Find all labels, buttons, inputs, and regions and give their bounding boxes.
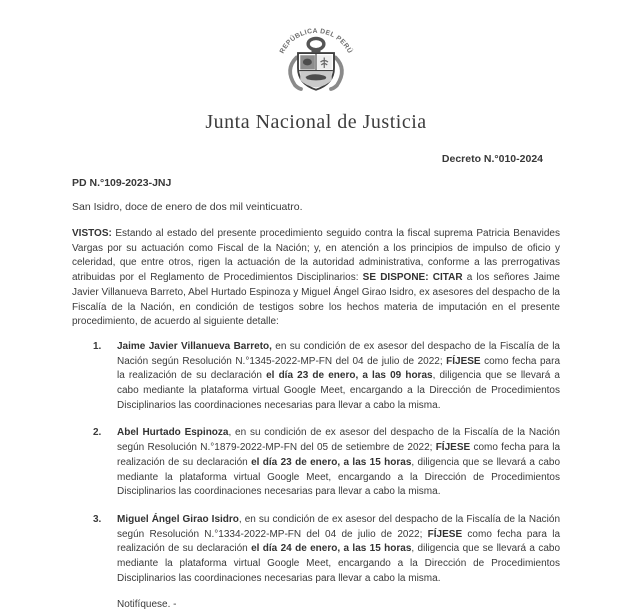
list-item-text (117, 513, 560, 587)
witness-list (72, 340, 560, 587)
witness-condition: , en su condición de ex asesor del despacho de la Fiscalía de la Nación según Resolución N.°1334-2022-MP-FN del 04 de julio de 2022; (117, 513, 561, 540)
decree-number: Decreto N.°010-2024 (441, 153, 543, 165)
seal-crown-base (312, 49, 321, 52)
fijese-label: FÍJESE (446, 355, 481, 367)
seal-vicuna (303, 59, 312, 66)
declaration-middle: como fecha para la realización de su declaración (117, 442, 561, 468)
list-item (72, 513, 560, 587)
case-number: PD N.°109-2023-JNJ (72, 177, 172, 189)
declaration-schedule: el día 24 de enero, a las 15 horas (251, 543, 412, 555)
declaration-schedule: el día 23 de enero, a las 15 horas (251, 456, 412, 468)
witness-name: Miguel Ángel Girao Isidro (117, 513, 239, 525)
list-item-number: 1. (93, 340, 102, 352)
fijese-label: FÍJESE (427, 528, 463, 540)
list-item (72, 426, 560, 500)
list-item-text (117, 426, 560, 500)
list-item-number: 2. (93, 427, 102, 439)
institution-title: Junta Nacional de Justicia (205, 111, 427, 133)
seal-motto: REPÚBLICA DEL PERÚ (278, 27, 354, 55)
declaration-middle: como fecha para la realización de su declaración (117, 355, 561, 382)
list-item (72, 340, 560, 414)
declaration-tail: , diligencia que se llevará a cabo mediante la plataforma virtual Google Meet, encargando a la Dirección de Procedimientos Disciplinarios las coordinaciones necesarias para llevar a cabo la misma. (117, 370, 560, 411)
peru-coat-of-arms-icon (268, 14, 364, 98)
fijese-label: FÍJESE (435, 442, 471, 454)
dateline: San Isidro, doce de enero de dos mil veinticuatro. (72, 201, 303, 213)
vistos-text-2: a los señores Jaime Javier Villanueva Barreto, Abel Hurtado Espinoza y Miguel Ángel Girao Isidro, ex asesores del despacho de la Fiscalía de la Nación, en condición de testigos sobre los hechos materia de imputación en el presente procedimiento, de acuerdo al siguiente detalle: (72, 272, 560, 328)
closing-notifiquese: Notifíquese. - (117, 599, 177, 611)
witness-name: Jaime Javier Villanueva Barreto, (117, 340, 272, 352)
vistos-text-1: Estando al estado del presente procedimiento seguido contra la fiscal suprema Patricia Benavides Vargas por su actuación como Fiscal de la Nación; y, en atención a los principios de impulso de oficio y celeridad, que entre otros, rigen la actuación de la autoridad administrativa, conforme a las prerrogativas atribuidas por el Reglamento de Procedimientos Disciplinarios: (72, 228, 560, 284)
seal-crown (308, 38, 324, 49)
vistos-label: VISTOS: (72, 228, 112, 239)
list-item-text (117, 340, 560, 414)
witness-condition: , en su condición de ex asesor del despacho de la Fiscalía de la Nación según Resolución N.°1879-2022-MP-FN del 05 de setiembre de 2022; (117, 427, 560, 454)
declaration-tail: , diligencia que se llevará a cabo mediante la plataforma virtual Google Meet, encargando a la Dirección de Procedimientos Disciplinarios las coordinaciones necesarias para llevar a cabo la misma. (117, 456, 561, 498)
witness-condition: en su condición de ex asesor del despacho de la Fiscalía de la Nación según Resolución N.°1345-2022-MP-FN del 04 de julio de 2022; (117, 340, 560, 367)
list-item-number: 3. (93, 513, 102, 525)
declaration-schedule: el día 23 de enero, a las 09 horas (266, 370, 433, 382)
declaration-middle: como fecha para la realización de su declaración (117, 528, 561, 555)
witness-name: Abel Hurtado Espinoza (117, 427, 229, 439)
declaration-tail: , diligencia que se llevará a cabo mediante la plataforma virtual Google Meet, encargando a la Dirección de Procedimientos Disciplinarios las coordinaciones necesarias para llevar a cabo la misma. (117, 543, 561, 584)
dispone-label: SE DISPONE: CITAR (362, 272, 463, 284)
vistos-paragraph (72, 227, 560, 330)
